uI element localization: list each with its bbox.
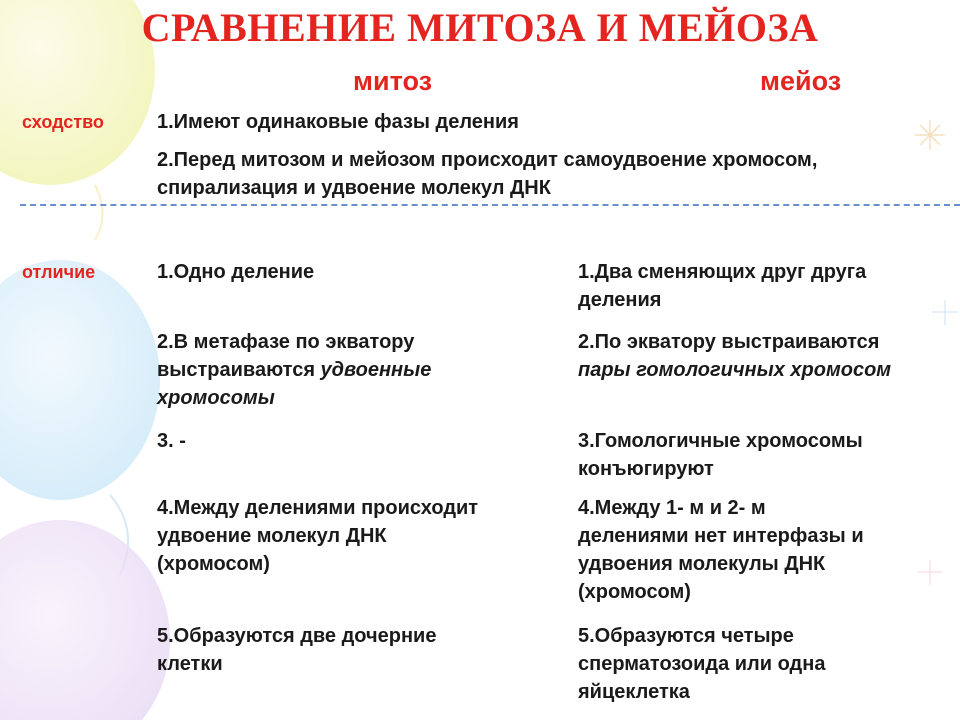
difference-meiosis-2 bbox=[578, 328, 891, 384]
difference-meiosis-3-line-2: конъюгируют bbox=[578, 458, 714, 480]
difference-meiosis-1 bbox=[578, 258, 866, 314]
similarity-item-2-line-1: 2.Перед митозом и мейозом происходит самоудвоение хромосом, bbox=[157, 149, 818, 171]
difference-meiosis-3 bbox=[578, 427, 863, 483]
column-header-mitosis: митоз bbox=[353, 66, 432, 96]
difference-meiosis-5-line-2: сперматозоида или одна bbox=[578, 653, 826, 675]
difference-meiosis-1-line-2: деления bbox=[578, 289, 662, 311]
difference-meiosis-4 bbox=[578, 494, 864, 606]
difference-meiosis-5 bbox=[578, 622, 825, 706]
similarity-item-1: 1.Имеют одинаковые фазы деления bbox=[157, 111, 519, 133]
difference-mitosis-2-line-1: 2.В метафазе по экватору bbox=[157, 331, 415, 353]
difference-meiosis-2-line-1: 2.По экватору выстраиваются bbox=[578, 331, 880, 353]
difference-mitosis-4-line-1: 4.Между делениями происходит bbox=[157, 497, 479, 519]
column-header-meiosis: мейоз bbox=[760, 66, 842, 96]
difference-mitosis-2-line-3: хромосомы bbox=[157, 387, 275, 409]
difference-mitosis-1 bbox=[157, 258, 314, 286]
difference-mitosis-2 bbox=[157, 328, 431, 412]
difference-meiosis-4-line-1: 4.Между 1- м и 2- м bbox=[578, 497, 766, 519]
difference-mitosis-2-line-2 bbox=[157, 356, 431, 384]
difference-mitosis-5-line-2: клетки bbox=[157, 653, 223, 675]
difference-meiosis-3-line-1: 3.Гомологичные хромосомы bbox=[578, 430, 863, 452]
difference-mitosis-2-line-2-text: выстраиваются bbox=[157, 359, 321, 381]
difference-mitosis-3-line-1: 3. - bbox=[157, 430, 186, 452]
difference-mitosis-2-emphasis: удвоенные bbox=[320, 359, 432, 381]
difference-meiosis-1-line-1: 1.Два сменяющих друг друга bbox=[578, 261, 867, 283]
difference-mitosis-3 bbox=[157, 427, 186, 455]
difference-meiosis-5-line-3: яйцеклетка bbox=[578, 681, 690, 703]
difference-mitosis-4 bbox=[157, 494, 478, 578]
row-label-difference: отличие bbox=[22, 262, 96, 282]
difference-mitosis-4-line-3: (хромосом) bbox=[157, 553, 270, 575]
difference-meiosis-4-line-2: делениями нет интерфазы и bbox=[578, 525, 864, 547]
difference-mitosis-5-line-1: 5.Образуются две дочерние bbox=[157, 625, 437, 647]
slide-title: СРАВНЕНИЕ МИТОЗА И МЕЙОЗА bbox=[141, 5, 819, 50]
section-divider bbox=[20, 204, 960, 206]
difference-mitosis-1-line-1: 1.Одно деление bbox=[157, 261, 315, 283]
similarity-item-2 bbox=[157, 146, 817, 202]
difference-mitosis-4-line-2: удвоение молекул ДНК bbox=[157, 525, 387, 547]
difference-meiosis-5-line-1: 5.Образуются четыре bbox=[578, 625, 794, 647]
similarity-item-2-line-2: спирализация и удвоение молекул ДНК bbox=[157, 177, 551, 199]
difference-mitosis-5 bbox=[157, 622, 436, 678]
difference-meiosis-4-line-3: удвоения молекулы ДНК bbox=[578, 553, 826, 575]
difference-meiosis-2-line-2: пары гомологичных хромосом bbox=[578, 359, 892, 381]
difference-meiosis-4-line-4: (хромосом) bbox=[578, 581, 691, 603]
row-label-similarity: сходство bbox=[22, 112, 104, 132]
